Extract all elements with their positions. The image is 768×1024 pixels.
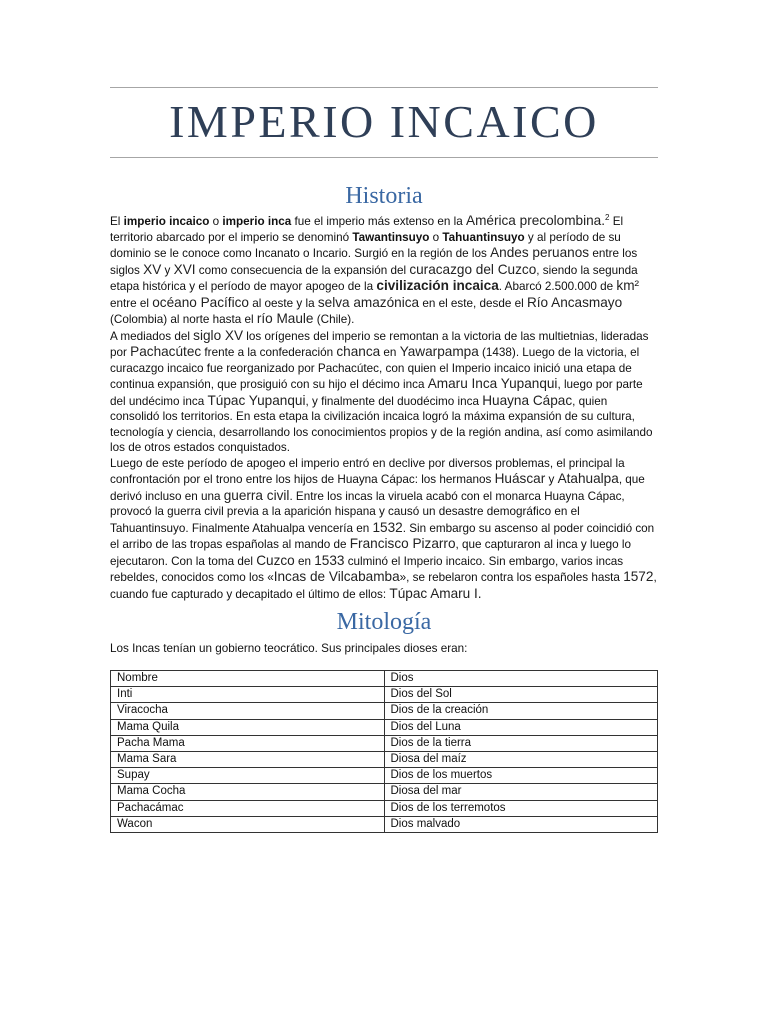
text-run: océano Pacífico [152, 294, 249, 310]
text-run: Huayna Cápac [482, 392, 573, 408]
text-run: imperio incaico [123, 215, 210, 228]
historia-paragraph [110, 328, 659, 456]
mitologia-intro: Los Incas tenían un gobierno teocrático. Sus principales dioses eran: [110, 642, 468, 655]
text-run: , cuando fue capturado y decapitado el último de ellos: [110, 571, 657, 601]
text-run: y [545, 473, 558, 486]
text-run: entre el [110, 296, 153, 310]
text-run: Túpac Amaru I [389, 585, 478, 601]
footnote-ref: 2 [605, 213, 610, 223]
cell-dios: Diosa del mar [384, 784, 658, 800]
text-run: siglo XV [193, 327, 244, 343]
text-run: (Colombia) al norte hasta el [110, 313, 257, 326]
text-run: selva amazónica [317, 294, 420, 310]
text-run: XVI [173, 261, 196, 277]
text-run: Atahualpa [557, 471, 619, 486]
header-dios: Dios [384, 671, 658, 687]
cell-dios: Dios malvado [384, 816, 658, 832]
text-run: 1572 [623, 569, 654, 584]
cell-dios: Dios de la tierra [384, 735, 658, 751]
gods-table-body [111, 687, 658, 833]
text-run: Amaru Inca Yupanqui [427, 376, 558, 391]
cell-nombre: Wacon [111, 816, 385, 832]
text-run: Río Ancasmayo [526, 294, 623, 310]
text-run: o [429, 230, 443, 244]
text-run: . Abarcó 2.500.000 de [498, 280, 617, 293]
table-row [111, 735, 658, 751]
text-run: . Sin embargo su ascenso al poder coincidió con el arribo de las tropas españolas al mando de [110, 521, 655, 551]
table-row [111, 719, 658, 735]
text-run: y [161, 263, 174, 277]
table-row [111, 751, 658, 767]
text-run: A mediados del [110, 329, 194, 343]
text-run: El [110, 215, 124, 228]
cell-dios: Dios de los muertos [384, 768, 658, 784]
text-run: 1532 [372, 519, 403, 535]
cell-nombre: Supay [111, 768, 385, 784]
table-row [111, 703, 658, 719]
cell-nombre: Pachacámac [111, 800, 385, 816]
text-run: , luego por parte del undécimo inca [110, 378, 643, 408]
text-run: Huáscar [494, 471, 546, 486]
text-run: América precolombina [466, 213, 602, 228]
text-run: XV [143, 261, 162, 277]
cell-dios: Dios de la creación [384, 703, 658, 719]
text-run: fue el imperio más extenso en la [291, 215, 466, 228]
text-run: chanca [336, 344, 381, 359]
text-run: , y finalmente del duodécimo inca [305, 394, 483, 408]
title-bottom-rule [110, 157, 658, 158]
text-run: Yawarpampa [399, 344, 479, 359]
text-run: en [294, 554, 315, 568]
text-run: río Maule [256, 311, 314, 326]
text-run: , siendo la segunda etapa histórica y el período de mayor apogeo de la [110, 263, 638, 293]
cell-nombre: Mama Sara [111, 751, 385, 767]
text-run: al oeste y la [248, 296, 318, 310]
header-nombre: Nombre [111, 671, 385, 687]
cell-dios: Dios del Luna [384, 719, 658, 735]
text-run: frente a la confederación [201, 346, 337, 359]
page-title: IMPERIO INCAICO [169, 96, 599, 147]
text-run: y al período de su dominio se le conoce como Incanato o Incario. Surgió en la región de los [110, 230, 621, 260]
cell-nombre: Viracocha [111, 703, 385, 719]
top-rule [110, 87, 658, 88]
text-run: Francisco Pizarro [349, 536, 456, 551]
cell-dios: Dios de los terremotos [384, 800, 658, 816]
historia-body [110, 213, 659, 602]
text-run: civilización incaica [376, 278, 499, 293]
table-row [111, 768, 658, 784]
table-header-row [111, 671, 658, 687]
text-run: Túpac Yupanqui [207, 392, 306, 408]
table-row [111, 816, 658, 832]
text-run: . [477, 585, 482, 601]
historia-paragraph [110, 213, 659, 328]
section-heading-historia: Historia [345, 183, 423, 209]
text-run: . Entre los incas la viruela acabó con el monarca Huayna Cápac, provocó la guerra civil previa a la aparición hispana y causó un desastre demográfico en el Tahuantinsuyo. Finalmente Atahualpa vencería en [110, 489, 625, 535]
text-run: Andes peruanos [490, 245, 590, 260]
cell-dios: Dios del Sol [384, 687, 658, 703]
cell-nombre: Mama Cocha [111, 784, 385, 800]
text-run: (Chile). [313, 313, 355, 326]
text-run: imperio inca [222, 215, 292, 228]
section-heading-mitologia: Mitología [336, 609, 432, 635]
text-run: Incas de Vilcabamba [273, 569, 400, 584]
text-run: Tahuantinsuyo [442, 230, 525, 244]
text-run: km² [616, 278, 640, 293]
table-row [111, 687, 658, 703]
text-run: , que derivó incluso en una [110, 473, 645, 503]
gods-table [110, 670, 658, 833]
table-row [111, 800, 658, 816]
text-run: entre los siglos [110, 247, 638, 277]
text-run: como consecuencia de la expansión del [195, 263, 410, 277]
historia-paragraph [110, 456, 659, 603]
text-run: culminó el Imperio incaico. Sin embargo, varios incas rebeldes, conocidos como los « [110, 554, 624, 584]
text-run: Tawantinsuyo [352, 230, 430, 244]
table-row [111, 784, 658, 800]
text-run: . [601, 213, 606, 228]
text-run: Luego de este período de apogeo el imperio entró en declive por diversos problemas, el principal la confrontación por el trono entre los hijos de Huayna Cápac: los hermanos [110, 456, 625, 486]
text-run: (1438). Luego de la victoria, el curacazgo incaico fue reorganizado por Pachacútec, con quien el Imperio incaico inició una etapa de continua expansión, que prosiguió con su hijo el décimo inca [110, 346, 640, 391]
text-run: en el este, desde el [419, 296, 527, 310]
text-run: Pachacútec [130, 344, 202, 359]
text-run: 1533 [314, 552, 345, 568]
cell-nombre: Inti [111, 687, 385, 703]
text-run: guerra civil [223, 487, 290, 503]
cell-dios: Diosa del maíz [384, 751, 658, 767]
text-run: Cuzco [256, 552, 295, 568]
text-run: , quien consolidó los territorios. En esta etapa la civilización incaica logró la máxima expansión de su cultura, tecnología y ciencia, desarrollando los conocimientos propios y de la región andina, así como asimilando los de otros estados conquistados. [110, 394, 653, 454]
cell-nombre: Mama Quila [111, 719, 385, 735]
text-run: El territorio abarcado por el imperio se denominó [110, 215, 624, 244]
text-run: los orígenes del imperio se remontan a la victoria de las multietnias, lideradas por [110, 329, 649, 359]
text-run: , que capturaron al inca y luego lo ejecutaron. Con la toma del [110, 538, 631, 568]
text-run: en [380, 346, 400, 359]
text-run: », se rebelaron contra los españoles hasta [399, 571, 624, 584]
text-run: o [209, 215, 223, 228]
text-run: curacazgo del Cuzco [409, 261, 537, 277]
cell-nombre: Pacha Mama [111, 735, 385, 751]
